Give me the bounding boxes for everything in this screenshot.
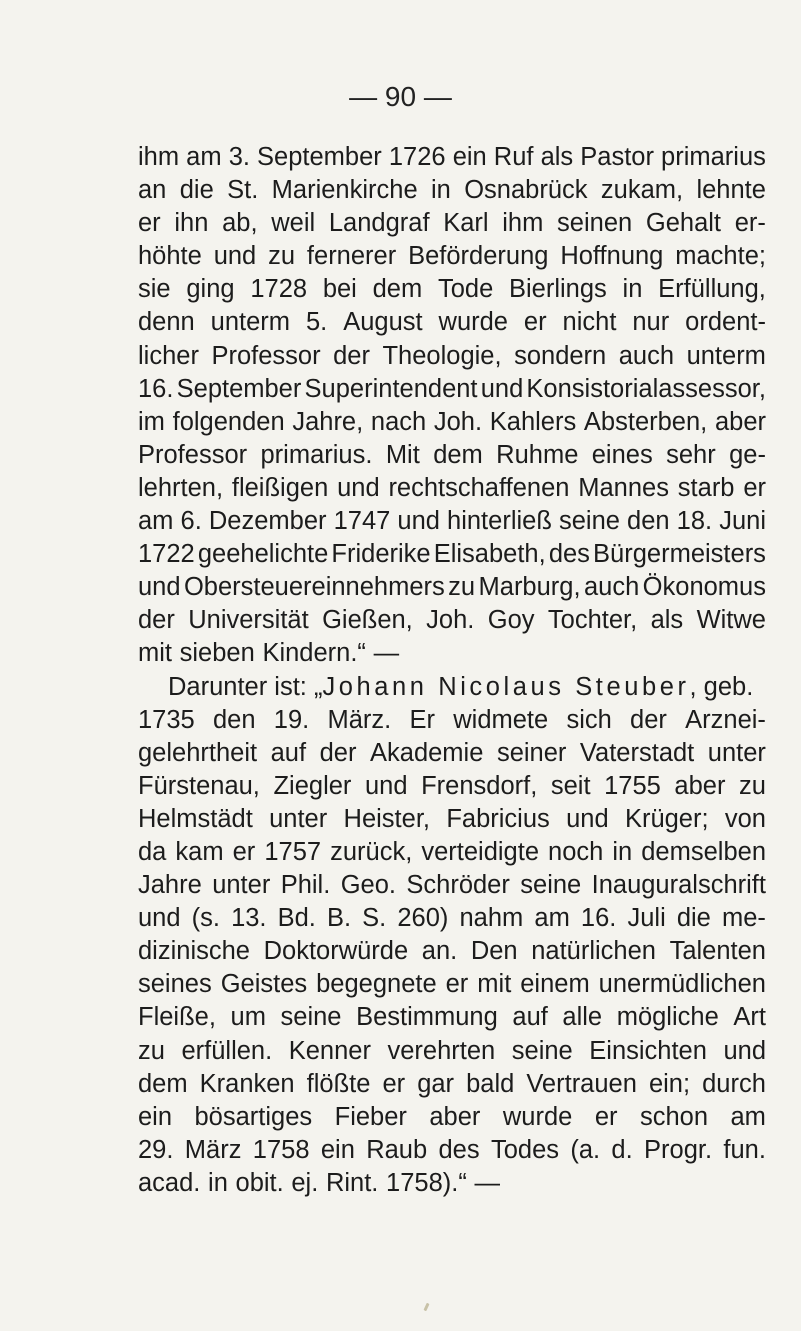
paper-speck [423, 1303, 429, 1312]
text-line: der Universität Gießen, Joh. Goy Tochter, als Witwe [138, 606, 766, 635]
text-line: er ihn ab, weil Landgraf Karl ihm seinen Gehalt er- [138, 209, 766, 238]
text-line: Fürstenau, Ziegler und Frensdorf, seit 1755 aber zu [138, 771, 766, 800]
text-line: ihm am 3. September 1726 ein Ruf als Pastor primarius [138, 143, 766, 171]
text-line: ein bösartiges Fieber aber wurde er schon am [138, 1102, 766, 1131]
text-line: mit sieben Kindern.“ — [138, 639, 400, 668]
line-lead: Darunter ist: „Johann Nicolaus Steuber, geb. [168, 672, 754, 701]
text-line: gelehrtheit auf der Akademie seiner Vaterstadt unter [138, 738, 766, 767]
text-line: höhte und zu fernerer Beförderung Hoffnung machte; [138, 242, 766, 271]
text-line: 1735 den 19. März. Er widmete sich der Arznei- [138, 705, 766, 734]
text-line: an die St. Marienkirche in Osnabrück zukam, lehnte [138, 176, 766, 205]
text-line: denn unterm 5. August wurde er nicht nur ordent- [138, 308, 766, 337]
text-line: 29. März 1758 ein Raub des Todes (a. d. Progr. fun. [138, 1135, 766, 1164]
text-line: seines Geistes begegnete er mit einem unermüdlichen [138, 970, 766, 999]
person-name: Johann Nicolaus Steuber [322, 672, 690, 701]
text-line: lehrten, fleißigen und rechtschaffenen Mannes starb er [138, 473, 766, 502]
paragraph-2 [138, 671, 766, 1201]
text-line: Fleiße, um seine Bestimmung auf alle mögliche Art [138, 1003, 766, 1032]
text-line: und Obersteuereinnehmers zu Marburg, auch Ökonomus [138, 573, 766, 602]
text-line: Jahre unter Phil. Geo. Schröder seine Inauguralschrift [138, 871, 766, 900]
text-line: licher Professor der Theologie, sondern auch unterm [138, 341, 766, 370]
text-line: dizinische Doktorwürde an. Den natürlichen Talenten [138, 937, 766, 966]
text-line: acad. in obit. ej. Rint. 1758).“ — [138, 1168, 500, 1197]
text-line [138, 671, 766, 704]
page-number: — 90 — [349, 81, 452, 112]
text-line: Professor primarius. Mit dem Ruhme eines sehr ge- [138, 440, 766, 469]
body-text [138, 141, 766, 1200]
text-line: da kam er 1757 zurück, verteidigte noch in demselben [138, 837, 766, 866]
text-line: am 6. Dezember 1747 und hinterließ seine den 18. Juni [138, 507, 766, 536]
text-line: 1722 geehelichte Friderike Elisabeth, des Bürgermeisters [138, 540, 766, 569]
text-line: dem Kranken flößte er gar bald Vertrauen ein; durch [138, 1069, 766, 1098]
paragraph-1 [138, 141, 766, 671]
text-line: im folgenden Jahre, nach Joh. Kahlers Absterben, aber [138, 407, 766, 436]
text-line: sie ging 1728 bei dem Tode Bierlings in Erfüllung, [138, 275, 766, 304]
text-line: zu erfüllen. Kenner verehrten seine Einsichten und [138, 1036, 766, 1065]
text-line: 16. September Superintendent und Konsistorialassessor, [138, 374, 766, 403]
text-line: und (s. 13. Bd. B. S. 260) nahm am 16. Juli die me- [138, 904, 766, 933]
text-line: Helmstädt unter Heister, Fabricius und Krüger; von [138, 804, 766, 833]
